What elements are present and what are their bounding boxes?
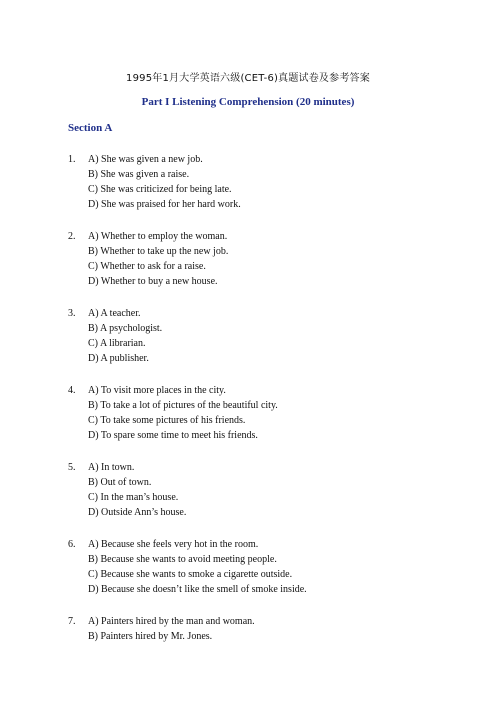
- option-c: C) Whether to ask for a raise.: [88, 261, 206, 272]
- option-a: A) She was given a new job.: [88, 154, 203, 165]
- question-item: [68, 152, 468, 229]
- part-heading: Part I Listening Comprehension (20 minutes): [141, 96, 355, 108]
- option-b: B) To take a lot of pictures of the beautiful city.: [88, 400, 278, 411]
- option-list: [88, 152, 241, 212]
- question-item: [68, 306, 468, 383]
- question-number: 1.: [68, 154, 76, 165]
- option-b: B) Whether to take up the new job.: [88, 246, 229, 257]
- question-number: 5.: [68, 462, 76, 473]
- option-a: A) A teacher.: [88, 308, 141, 319]
- option-c: C) She was criticized for being late.: [88, 184, 232, 195]
- option-list: [88, 383, 278, 443]
- option-a: A) To visit more places in the city.: [88, 385, 226, 396]
- option-list: [88, 537, 307, 597]
- option-b: B) Out of town.: [88, 477, 152, 488]
- option-a: A) Because she feels very hot in the room.: [88, 539, 259, 550]
- option-a: A) Painters hired by the man and woman.: [88, 616, 255, 627]
- question-list: [68, 152, 468, 691]
- option-c: C) Because she wants to smoke a cigarette outside.: [88, 569, 293, 580]
- question-item: [68, 460, 468, 537]
- option-d: D) She was praised for her hard work.: [88, 199, 241, 210]
- question-number: 4.: [68, 385, 76, 396]
- option-b: B) A psychologist.: [88, 323, 163, 334]
- question-item: [68, 383, 468, 460]
- option-c: C) In the man’s house.: [88, 492, 179, 503]
- option-list: [88, 229, 228, 289]
- option-c: C) To take some pictures of his friends.: [88, 415, 246, 426]
- option-b: B) Because she wants to avoid meeting people.: [88, 554, 277, 565]
- option-list: [88, 460, 186, 520]
- question-item: [68, 229, 468, 306]
- option-a: A) In town.: [88, 462, 135, 473]
- question-item: [68, 537, 468, 614]
- option-list: [88, 306, 162, 366]
- option-c: C) A librarian.: [88, 338, 146, 349]
- question-number: 2.: [68, 231, 76, 242]
- section-heading: Section A: [68, 122, 113, 134]
- question-item: [68, 614, 468, 691]
- option-d: D) Outside Ann’s house.: [88, 507, 187, 518]
- option-b: B) She was given a raise.: [88, 169, 190, 180]
- option-d: D) To spare some time to meet his friends.: [88, 430, 258, 441]
- option-d: D) A publisher.: [88, 353, 149, 364]
- question-number: 7.: [68, 616, 76, 627]
- option-a: A) Whether to employ the woman.: [88, 231, 228, 242]
- option-b: B) Painters hired by Mr. Jones.: [88, 631, 213, 642]
- option-d: D) Because she doesn’t like the smell of smoke inside.: [88, 584, 307, 595]
- document-title: 1995年1月大学英语六级(CET-6)真题试卷及参考答案: [126, 73, 370, 84]
- question-number: 6.: [68, 539, 76, 550]
- option-d: D) Whether to buy a new house.: [88, 276, 218, 287]
- option-list: [88, 614, 255, 644]
- question-number: 3.: [68, 308, 76, 319]
